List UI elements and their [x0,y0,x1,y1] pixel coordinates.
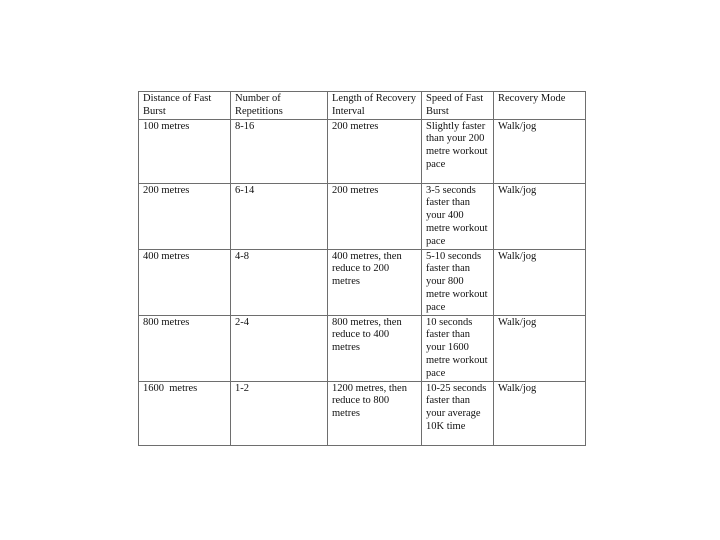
cell-repetitions: 8-16 [231,119,328,183]
cell-repetitions: 6-14 [231,183,328,249]
header-recovery-interval: Length of Recovery Interval [328,92,422,120]
table-header [139,92,586,120]
cell-distance: 200 metres [139,183,231,249]
cell-recovery-mode: Walk/jog [494,315,586,381]
cell-repetitions: 1-2 [231,381,328,445]
cell-recovery-interval: 1200 metres, then reduce to 800 metres [328,381,422,445]
cell-distance: 800 metres [139,315,231,381]
cell-speed: 3-5 seconds faster than your 400 metre workout pace [422,183,494,249]
cell-recovery-interval: 200 metres [328,119,422,183]
cell-recovery-mode: Walk/jog [494,381,586,445]
table-row [139,183,586,249]
header-recovery-mode: Recovery Mode [494,92,586,120]
header-distance: Distance of Fast Burst [139,92,231,120]
cell-speed: 5-10 seconds faster than your 800 metre workout pace [422,249,494,315]
table-row [139,119,586,183]
cell-repetitions: 4-8 [231,249,328,315]
cell-recovery-interval: 400 metres, then reduce to 200 metres [328,249,422,315]
cell-recovery-interval: 200 metres [328,183,422,249]
cell-distance: 100 metres [139,119,231,183]
cell-recovery-mode: Walk/jog [494,249,586,315]
header-speed: Speed of Fast Burst [422,92,494,120]
interval-training-table [138,91,586,446]
cell-distance: 1600 metres [139,381,231,445]
cell-repetitions: 2-4 [231,315,328,381]
cell-recovery-interval: 800 metres, then reduce to 400 metres [328,315,422,381]
table-row [139,315,586,381]
cell-speed: 10 seconds faster than your 1600 metre workout pace [422,315,494,381]
header-row [139,92,586,120]
table-body [139,119,586,445]
header-repetitions: Number of Repetitions [231,92,328,120]
table-row [139,249,586,315]
cell-speed: Slightly faster than your 200 metre workout pace [422,119,494,183]
cell-recovery-mode: Walk/jog [494,183,586,249]
cell-speed: 10-25 seconds faster than your average 10K time [422,381,494,445]
table-row [139,381,586,445]
cell-recovery-mode: Walk/jog [494,119,586,183]
cell-distance: 400 metres [139,249,231,315]
